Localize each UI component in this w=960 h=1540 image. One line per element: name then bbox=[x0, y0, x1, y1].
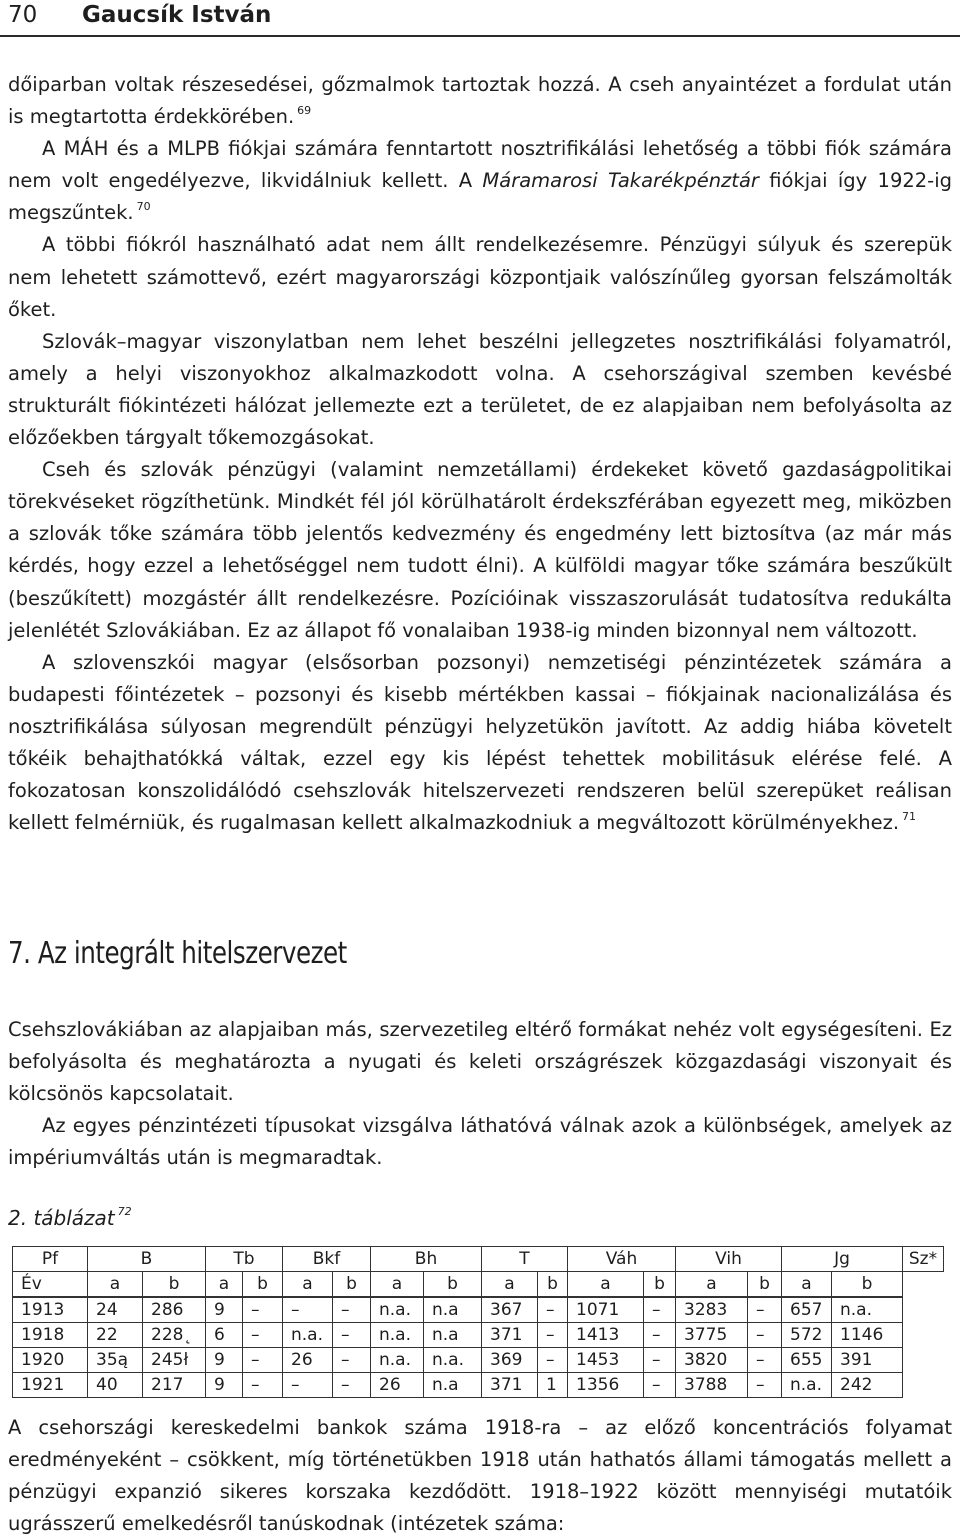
table-cell: 1356 bbox=[568, 1373, 644, 1398]
table-cell: – bbox=[644, 1348, 676, 1373]
table-subheader-cell: a bbox=[371, 1272, 424, 1298]
table-subheader-cell: Év bbox=[13, 1272, 88, 1298]
table-caption: 2. táblázat $^{72}$ bbox=[8, 1205, 132, 1230]
table-header-cell: Bkf bbox=[283, 1247, 371, 1272]
table-cell: 9 bbox=[206, 1297, 243, 1323]
table-cell: 9 bbox=[206, 1373, 243, 1398]
table-cell: n.a. bbox=[371, 1323, 424, 1348]
table-cell: 26 bbox=[283, 1348, 333, 1373]
table-group-header bbox=[13, 1247, 944, 1272]
table-cell: 1413 bbox=[568, 1323, 644, 1348]
table-subheader-cell: b bbox=[143, 1272, 206, 1298]
table-cell: 657 bbox=[782, 1297, 832, 1323]
table-header-cell: Jg bbox=[782, 1247, 903, 1272]
table-cell: 1071 bbox=[568, 1297, 644, 1323]
table-cell: – bbox=[538, 1323, 568, 1348]
table-subheader-cell: a bbox=[88, 1272, 143, 1298]
table-cell: n.a bbox=[424, 1373, 482, 1398]
table-subheader-cell: a bbox=[782, 1272, 832, 1298]
table-header-cell: T bbox=[482, 1247, 568, 1272]
table-header-cell: Váh bbox=[568, 1247, 676, 1272]
table-cell: 572 bbox=[782, 1323, 832, 1348]
table-cell: – bbox=[748, 1373, 782, 1398]
table-cell: 1913 bbox=[13, 1297, 88, 1323]
footnote-ref: 71 bbox=[902, 810, 917, 824]
bank-name: Máramarosi Takarékpénztár bbox=[482, 169, 759, 193]
table-cell: – bbox=[333, 1297, 371, 1323]
table-header-cell: B bbox=[88, 1247, 206, 1272]
paragraph: Cseh és szlovák pénzügyi (valamint nemzetállami) érdekeket követő gazdaságpolitikai törekvéseket rögzíthetünk. Mindkét fél jól körülhatárolt érdekszférában egyezett meg, miközben a szlovák tőke számára több jelentős kedvezmény és engedmény lett biztosítva (az már más kérdés, hogy ezzel a lehetőséggel nem tudott élni). A külföldi magyar tőke számára beszűkült (beszűkített) mozgástér állt rendelkezésre. Pozícióinak visszaszorulását tudatosítva redukálta jelenlétét Szlovákiában. Ez az állapot fő vonalaiban 1938-ig minden bizonnyal nem változott. bbox=[8, 458, 952, 642]
table-cell: 6 bbox=[206, 1323, 243, 1348]
table-cell: n.a. bbox=[371, 1348, 424, 1373]
table-cell: 40 bbox=[88, 1373, 143, 1398]
table-cell: – bbox=[283, 1297, 333, 1323]
table-cell: 3788 bbox=[676, 1373, 748, 1398]
data-table bbox=[12, 1246, 944, 1398]
table-cell: 286 bbox=[143, 1297, 206, 1323]
table-row bbox=[13, 1323, 944, 1348]
table-cell: 245ł bbox=[143, 1348, 206, 1373]
table-cell: – bbox=[243, 1373, 283, 1398]
table-cell: 9 bbox=[206, 1348, 243, 1373]
main-text bbox=[8, 69, 952, 839]
page-header bbox=[0, 0, 960, 36]
table-cell: 371 bbox=[482, 1323, 538, 1348]
table-cell: 1921 bbox=[13, 1373, 88, 1398]
table-cell: 1146 bbox=[832, 1323, 903, 1348]
paragraph: dőiparban voltak részesedései, gőzmalmok tartoztak hozzá. A cseh anyaintézet a fordulat után is megtartotta érdekkörében. $^{69}$ bbox=[8, 73, 952, 129]
running-head-author: Gaucsík István bbox=[82, 2, 272, 28]
section-text bbox=[8, 1014, 952, 1174]
table-cell: – bbox=[333, 1348, 371, 1373]
table-subheader-cell: a bbox=[206, 1272, 243, 1298]
table-cell: 3820 bbox=[676, 1348, 748, 1373]
paragraph: Az egyes pénzintézeti típusokat vizsgálva láthatóvá válnak azok a különbségek, amelyek az impériumváltás után is megmaradtak. bbox=[8, 1114, 952, 1170]
table-subheader-cell: a bbox=[568, 1272, 644, 1298]
table-subheader bbox=[13, 1272, 944, 1298]
table-cell: 217 bbox=[143, 1373, 206, 1398]
table-subheader-cell: a bbox=[482, 1272, 538, 1298]
table-cell: – bbox=[243, 1323, 283, 1348]
table-header-cell: Pf bbox=[13, 1247, 88, 1272]
table-row bbox=[13, 1297, 944, 1323]
continuation-text bbox=[8, 1412, 952, 1540]
table-cell: 35ą bbox=[88, 1348, 143, 1373]
table-cell: 242 bbox=[832, 1373, 903, 1398]
table-cell: – bbox=[333, 1373, 371, 1398]
paragraph: A MÁH és a MLPB fiókjai számára fenntartott nosztrifikálási lehetőség a többi fiók számára nem volt engedélyezve, likvidálniuk kellett. A Máramarosi Takarékpénztár fiókjai így 1922-ig megszűntek. $^{70}$ bbox=[8, 137, 952, 225]
paragraph: Csehszlovákiában az alapjaiban más, szervezetileg eltérő formákat nehéz volt egységesíteni. Ez befolyásolta és meghatározta a nyugati és keleti országrészek közgazdasági viszonyait és kölcsönös kapcsolatait. bbox=[8, 1018, 952, 1106]
footnote-ref: 72 bbox=[117, 1205, 132, 1218]
table-cell: – bbox=[538, 1348, 568, 1373]
table-subheader-cell: b bbox=[538, 1272, 568, 1298]
table-cell: 1918 bbox=[13, 1323, 88, 1348]
table-cell: 26 bbox=[371, 1373, 424, 1398]
page-number: 70 bbox=[8, 2, 38, 28]
table-cell: n.a. bbox=[283, 1323, 333, 1348]
table-cell: – bbox=[748, 1348, 782, 1373]
table-cell: – bbox=[644, 1323, 676, 1348]
table-cell: 391 bbox=[832, 1348, 903, 1373]
paragraph: Szlovák–magyar viszonylatban nem lehet beszélni jellegzetes nosztrifikálási folyamatról, amely a helyi viszonyokhoz alkalmazkodott volna. A csehországival szemben kevésbé strukturált fiókintézeti hálózat jellemezte ezt a területet, de ez alapjaiban nem befolyásolta az előzőekben tárgyalt tőkemozgásokat. bbox=[8, 329, 952, 450]
table-cell: – bbox=[283, 1373, 333, 1398]
table-cell: 228˛ bbox=[143, 1323, 206, 1348]
table-subheader-cell: b bbox=[424, 1272, 482, 1298]
table-row bbox=[13, 1348, 944, 1373]
table-header-cell: Bh bbox=[371, 1247, 482, 1272]
table-header-cell: Sz* bbox=[903, 1247, 944, 1272]
table-subheader-cell: b bbox=[644, 1272, 676, 1298]
table-cell: 1 bbox=[538, 1373, 568, 1398]
table-header-cell: Tb bbox=[206, 1247, 283, 1272]
footnote-ref: 69 bbox=[297, 104, 312, 118]
table-subheader-cell: b bbox=[243, 1272, 283, 1298]
table-cell: – bbox=[243, 1297, 283, 1323]
table-cell: – bbox=[748, 1297, 782, 1323]
table-cell: – bbox=[644, 1373, 676, 1398]
table-cell: 3283 bbox=[676, 1297, 748, 1323]
table-cell: n.a bbox=[424, 1297, 482, 1323]
table-cell: n.a. bbox=[371, 1297, 424, 1323]
table-cell: – bbox=[243, 1348, 283, 1373]
table-cell: 1920 bbox=[13, 1348, 88, 1373]
table-cell: – bbox=[644, 1297, 676, 1323]
footnote-ref: 70 bbox=[136, 200, 151, 214]
table-cell: n.a. bbox=[782, 1373, 832, 1398]
table-cell: – bbox=[333, 1323, 371, 1348]
table-cell: – bbox=[748, 1323, 782, 1348]
table-cell: 655 bbox=[782, 1348, 832, 1373]
paragraph: A csehországi kereskedelmi bankok száma 1918-ra – az előző koncentrációs folyamat eredményeként – csökkent, míg történetükben 1918 után hathatós állami támogatás mellett a pénzügyi expanzió sikeres korszaka kezdődött. 1918–1922 között mennyiségi mutatóik ugrásszerű emelkedésről tanúskodnak (intézetek száma: bbox=[8, 1416, 952, 1536]
table-cell: 367 bbox=[482, 1297, 538, 1323]
table-subheader-cell: b bbox=[333, 1272, 371, 1298]
table-cell: 24 bbox=[88, 1297, 143, 1323]
table-row bbox=[13, 1373, 944, 1398]
header-rule bbox=[0, 35, 960, 37]
table-cell: 22 bbox=[88, 1323, 143, 1348]
table-subheader-cell: b bbox=[748, 1272, 782, 1298]
table-cell: n.a. bbox=[832, 1297, 903, 1323]
table-cell: – bbox=[538, 1297, 568, 1323]
table-cell: 1453 bbox=[568, 1348, 644, 1373]
paragraph: A többi fiókról használható adat nem állt rendelkezésemre. Pénzügyi súlyuk és szerepük nem lehetett számottevő, ezért magyarországi központjaik valószínűleg gyorsan felszámolták őket. bbox=[8, 233, 952, 321]
paragraph: A szlovenszkói magyar (elsősorban pozsonyi) nemzetiségi pénzintézetek számára a budapesti főintézetek – pozsonyi és kisebb mértékben kassai – fiókjainak nacionalizálása és nosztrifikálása súlyosan megrendült pénzügyi helyzetükön javított. Az addig hiába követelt tőkéik behajthatókká váltak, ezzel egy kis lépést tehettek mobilitásuk elérése felé. A fokozatosan konszolidálódó csehszlovák hitelszervezeti rendszeren belül szerepüket reálisan kellett felmérniük, és rugalmasan kellett alkalmazkodniuk a megváltozott körülményekhez. $^{71}$ bbox=[8, 650, 952, 835]
table-subheader-cell: a bbox=[676, 1272, 748, 1298]
section-heading: 7. Az integrált hitelszervezet bbox=[8, 936, 347, 971]
table-cell: 369 bbox=[482, 1348, 538, 1373]
table-cell: n.a. bbox=[424, 1348, 482, 1373]
table-subheader-cell: a bbox=[283, 1272, 333, 1298]
table-cell: 371 bbox=[482, 1373, 538, 1398]
table-cell: n.a bbox=[424, 1323, 482, 1348]
table-header-cell: Vih bbox=[676, 1247, 782, 1272]
table-subheader-cell: b bbox=[832, 1272, 903, 1298]
table-cell: 3775 bbox=[676, 1323, 748, 1348]
